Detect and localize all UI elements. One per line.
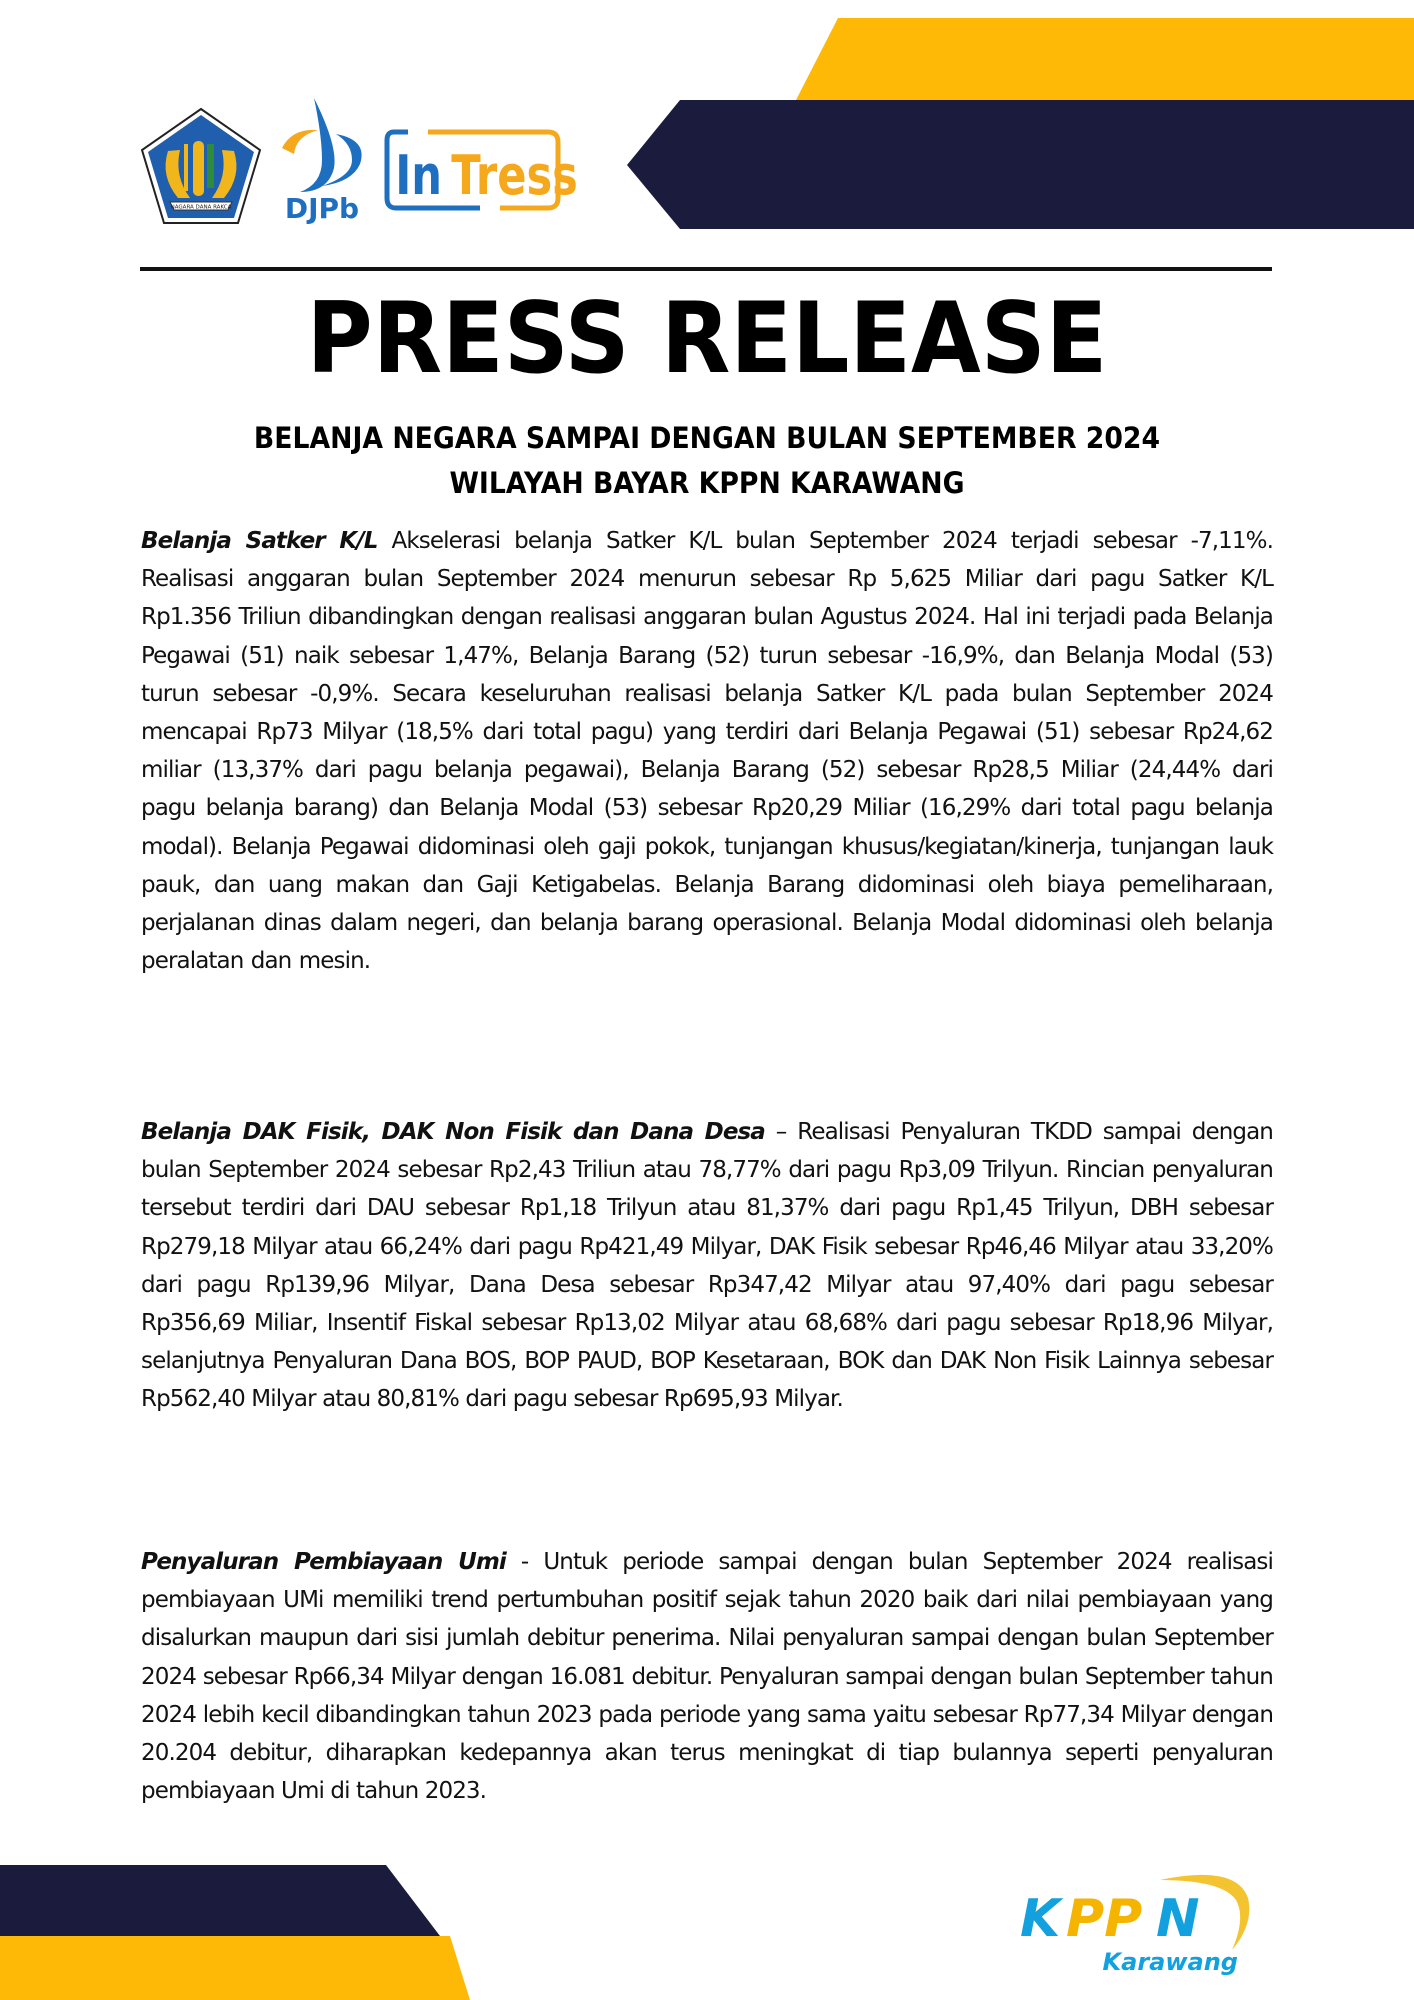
subtitle-line-2: WILAYAH BAYAR KPPN KARAWANG <box>449 466 965 500</box>
djpb-logo-icon <box>278 96 370 226</box>
subtitle-line-1: BELANJA NEGARA SAMPAI DENGAN BULAN SEPTEMBER 2024 <box>253 421 1161 455</box>
kppn-karawang-logo-icon <box>1010 1868 1290 1978</box>
header-yellow-band <box>796 18 1414 100</box>
page-title: PRESS RELEASE <box>306 282 1108 396</box>
intress-text-blue: In <box>395 144 443 208</box>
header-divider <box>140 267 1272 271</box>
section-belanja-dak: Belanja DAK Fisik, DAK Non Fisik dan Dana Desa – Realisasi Penyaluran TKDD sampai dengan bulan September 2024 sebesar Rp2,43 Triliun atau 78,77% dari pagu Rp3,09 Trilyun. Rincian penyaluran tersebut terdiri dari DAU sebesar Rp1,18 Trilyun atau 81,37% dari pagu Rp1,45 Trilyun, DBH sebesar Rp279,18 Milyar atau 66,24% dari pagu Rp421,49 Milyar, DAK Fisik sebesar Rp46,46 Milyar atau 33,20% dari pagu Rp139,96 Milyar, Dana Desa sebesar Rp347,42 Milyar atau 97,40% dari pagu sebesar Rp356,69 Miliar, Insentif Fiskal sebesar Rp13,02 Milyar atau 68,68% dari pagu sebesar Rp18,96 Milyar, selanjutnya Penyaluran Dana BOS, BOP PAUD, BOP Kesetaraan, BOK dan DAK Non Fisik Lainnya sebesar Rp562,40 Milyar atau 80,81% dari pagu sebesar Rp695,93 Milyar. <box>141 1119 1273 1413</box>
section-text: Untuk periode sampai dengan bulan September 2024 realisasi pembiayaan UMi memiliki trend pertumbuhan positif sejak tahun 2020 baik dari nilai pembiayaan yang disalurkan maupun dari sisi jumlah debitur penerima. Nilai penyaluran sampai dengan bulan September 2024 sebesar Rp66,34 Milyar dengan 16.081 debitur. Penyaluran sampai dengan bulan September tahun 2024 lebih kecil dibandingkan tahun 2023 pada periode yang sama yaitu sebesar Rp77,34 Milyar dengan 20.204 debitur, diharapkan kedepannya akan terus meningkat di tiap bulannya seperti penyaluran pembiayaan Umi di tahun 2023. <box>141 1549 1273 1805</box>
kppn-n: N <box>1156 1889 1200 1949</box>
section-pembiayaan-umi: Penyaluran Pembiayaan Umi - Untuk periode sampai dengan bulan September 2024 realisasi pembiayaan UMi memiliki trend pertumbuhan positif sejak tahun 2020 baik dari nilai pembiayaan yang disalurkan maupun dari sisi jumlah debitur penerima. Nilai penyaluran sampai dengan bulan September 2024 sebesar Rp66,34 Milyar dengan 16.081 debitur. Penyaluran sampai dengan bulan September tahun 2024 lebih kecil dibandingkan tahun 2023 pada periode yang sama yaitu sebesar Rp77,34 Milyar dengan 20.204 debitur, diharapkan kedepannya akan terus meningkat di tiap bulannya seperti penyaluran pembiayaan Umi di tahun 2023. <box>141 1549 1273 1805</box>
header-navy-band <box>627 100 1414 229</box>
header-logos <box>138 96 578 226</box>
section-text: Realisasi Penyaluran TKDD sampai dengan bulan September 2024 sebesar Rp2,43 Triliun atau 78,77% dari pagu Rp3,09 Trilyun. Rincian penyaluran tersebut terdiri dari DAU sebesar Rp1,18 Trilyun atau 81,37% dari pagu Rp1,45 Trilyun, DBH sebesar Rp279,18 Milyar atau 66,24% dari pagu Rp421,49 Milyar, DAK Fisik sebesar Rp46,46 Milyar atau 33,20% dari pagu Rp139,96 Milyar, Dana Desa sebesar Rp347,42 Milyar atau 97,40% dari pagu sebesar Rp356,69 Miliar, Insentif Fiskal sebesar Rp13,02 Milyar atau 68,68% dari pagu sebesar Rp18,96 Milyar, selanjutnya Penyaluran Dana BOS, BOP PAUD, BOP Kesetaraan, BOK dan DAK Non Fisik Lainnya sebesar Rp562,40 Milyar atau 80,81% dari pagu sebesar Rp695,93 Milyar. <box>141 1119 1273 1413</box>
kppn-subtext: Karawang <box>1102 1948 1238 1976</box>
section-lead: Belanja DAK Fisik, DAK Non Fisik dan Dana Desa <box>141 1119 765 1145</box>
section-belanja-satker <box>141 522 1273 980</box>
djpb-text: DJPb <box>284 192 360 225</box>
section-lead: Penyaluran Pembiayaan Umi <box>141 1549 506 1575</box>
emblem-caption: NAGARA DANA RAKCA <box>170 204 232 211</box>
section-text: Akselerasi belanja Satker K/L bulan September 2024 terjadi sebesar -7,11%. Realisasi anggaran bulan September 2024 menurun sebesar Rp 5,625 Miliar dari pagu Satker K/L Rp1.356 Triliun dibandingkan dengan realisasi anggaran bulan Agustus 2024. Hal ini terjadi pada Belanja Pegawai (51) naik sebesar 1,47%, Belanja Barang (52) turun sebesar -16,9%, dan Belanja Modal (53) turun sebesar -0,9%. Secara keseluruhan realisasi belanja Satker K/L pada bulan September 2024 mencapai Rp73 Milyar (18,5% dari total pagu) yang terdiri dari Belanja Pegawai (51) sebesar Rp24,62 miliar (13,37% dari pagu belanja pegawai), Belanja Barang (52) sebesar Rp28,5 Miliar (24,44% dari pagu belanja barang) dan Belanja Modal (53) sebesar Rp20,29 Miliar (16,29% dari total pagu belanja modal). Belanja Pegawai didominasi oleh gaji pokok, tunjangan khusus/kegiatan/kinerja, tunjangan lauk pauk, dan uang makan dan Gaji Ketigabelas. Belanja Barang didominasi oleh biaya pemeliharaan, perjalanan dinas dalam negeri, dan belanja barang operasional. Belanja Modal didominasi oleh belanja peralatan dan mesin. <box>141 528 1274 975</box>
kppn-k: K <box>1020 1889 1061 1949</box>
intress-text-orange: Tress <box>451 144 578 208</box>
intress-logo-icon <box>384 124 578 218</box>
kemenkeu-emblem-icon <box>138 106 264 226</box>
kppn-pp: PP <box>1066 1889 1143 1949</box>
footer-navy-band <box>0 1865 440 1936</box>
footer-yellow-band <box>0 1936 470 2000</box>
section-lead: Belanja Satker K/L <box>141 528 378 554</box>
